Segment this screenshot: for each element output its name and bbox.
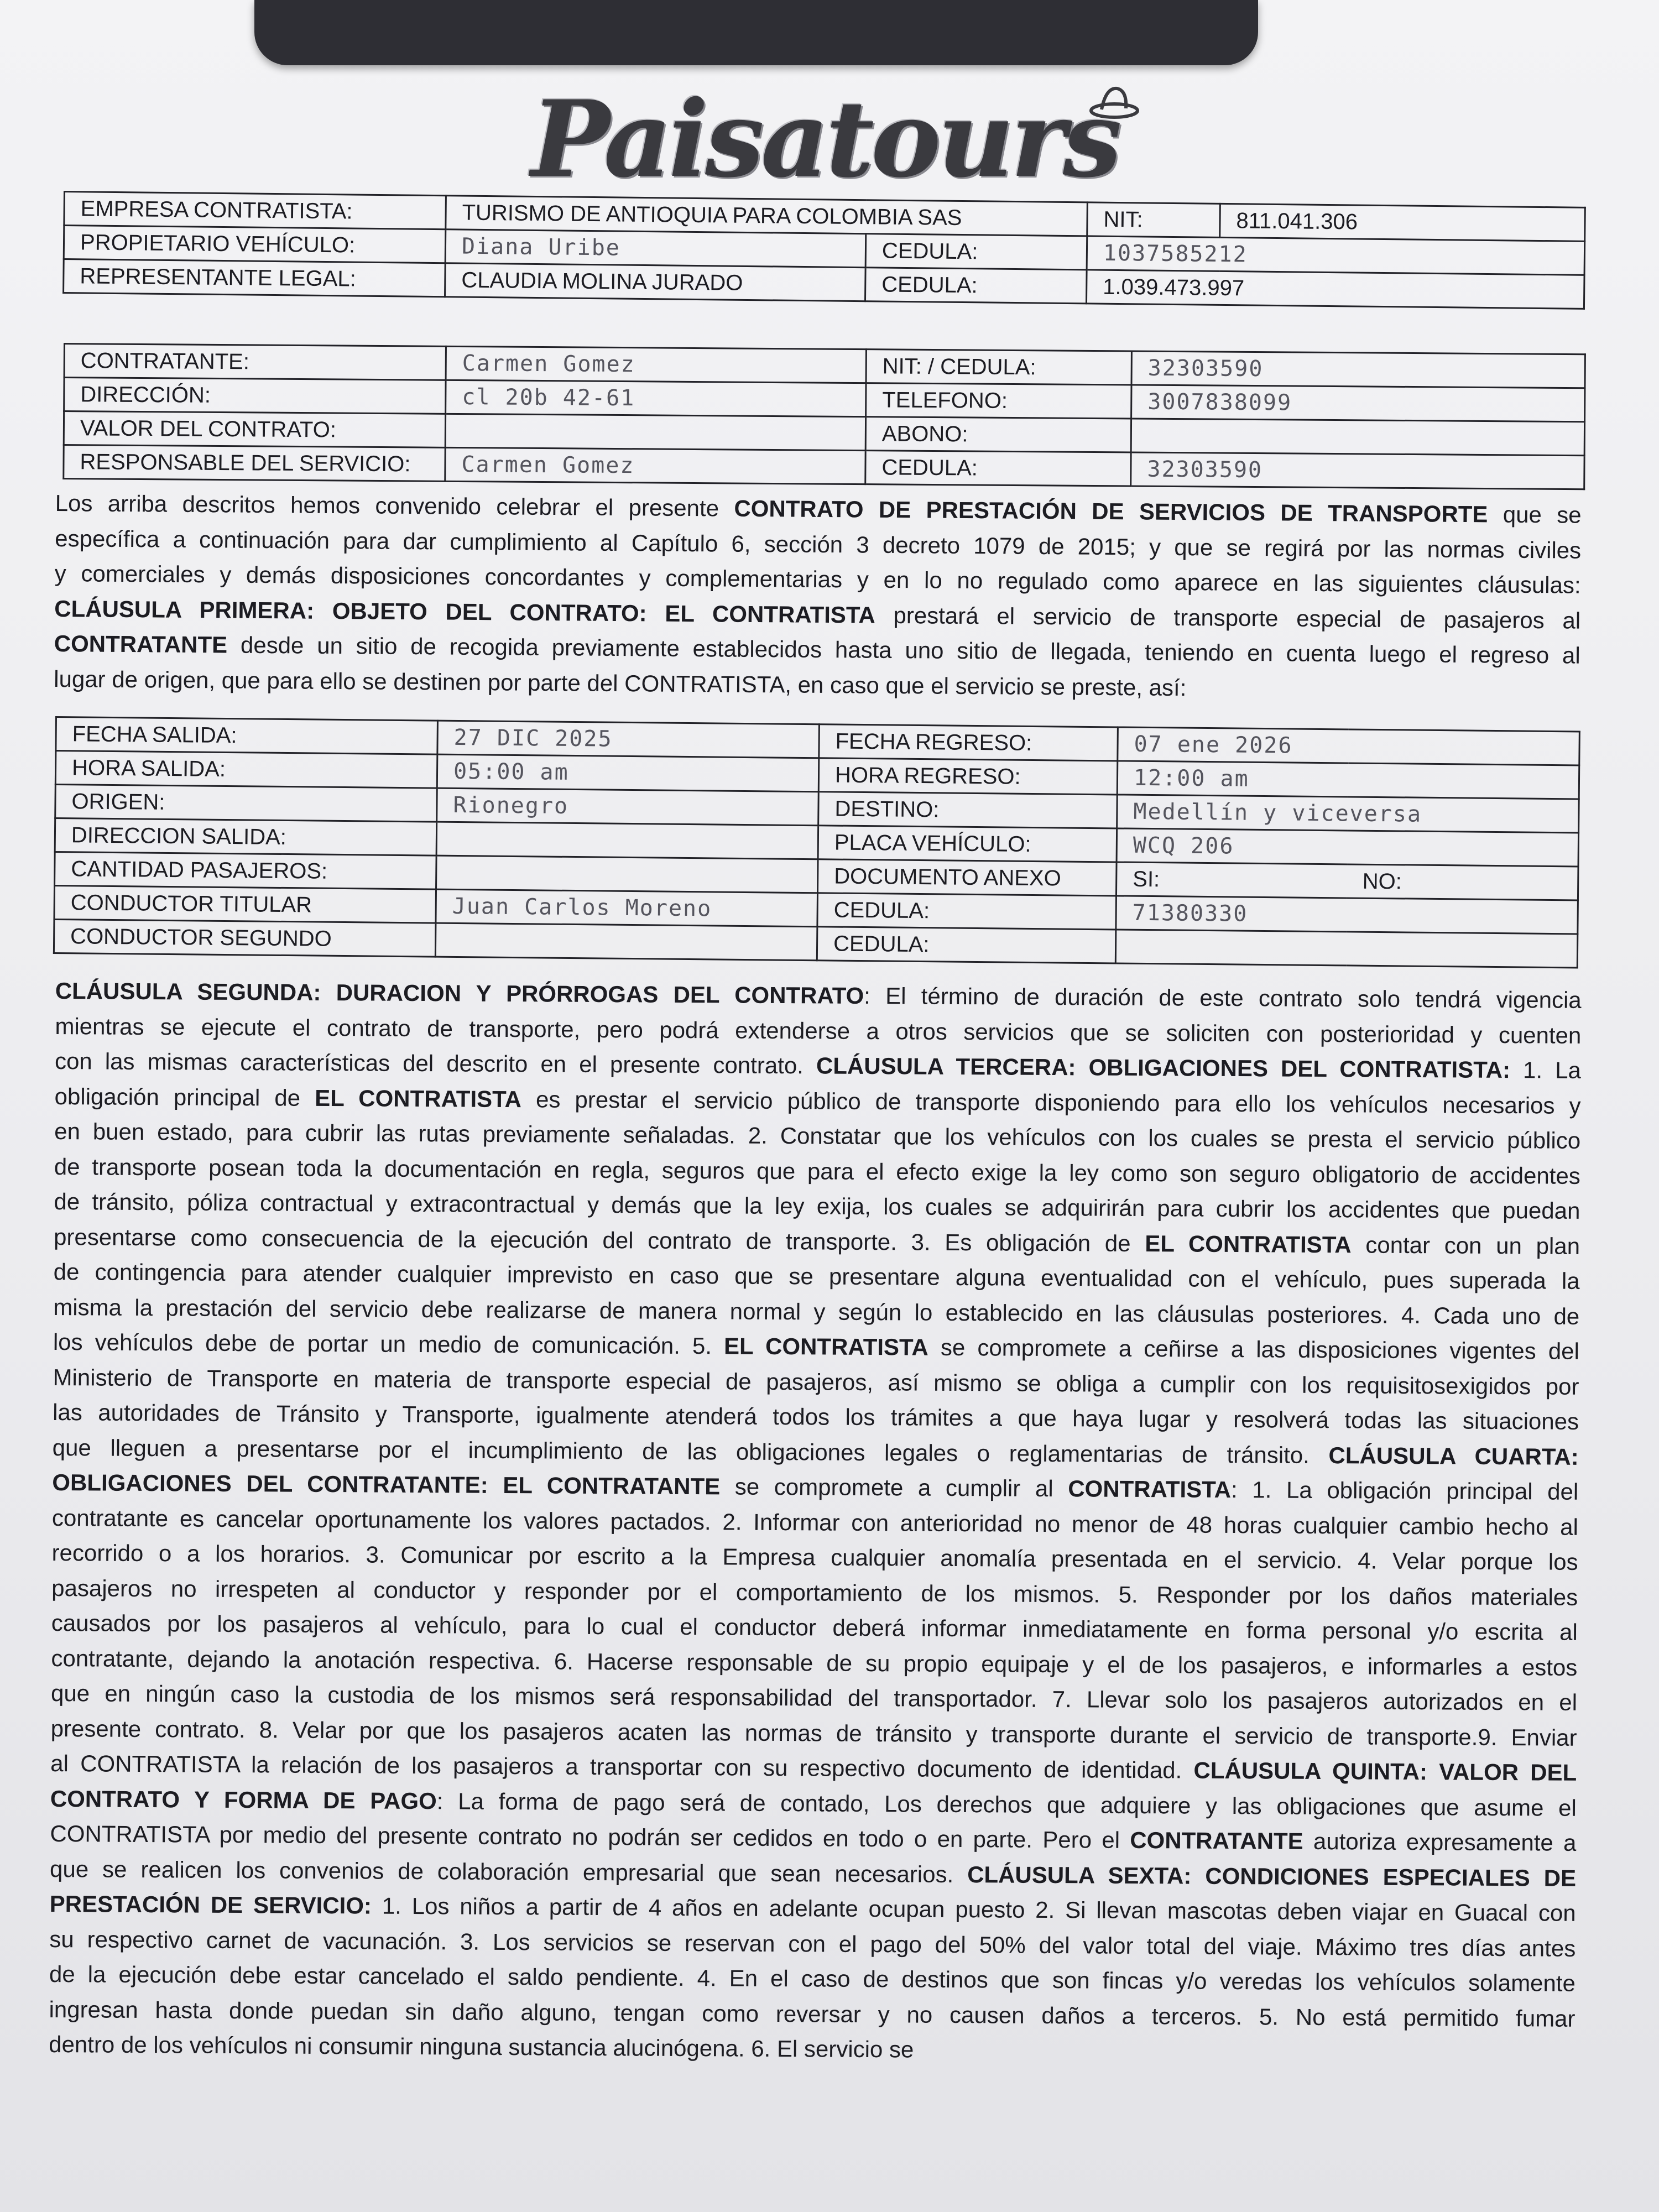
text-segment: dentro de los vehículos ni consumir ninguna sustancia alucinógena. 6. El servicio se: [49, 2031, 914, 2063]
bold-segment: EL CONTRATISTA: [723, 1333, 929, 1360]
text-segment: Ministerio de Transporte en materia de transporte especial de pasajeros, así mismo se obliga a cumplir con los requisitosexigidos por: [53, 1364, 1579, 1400]
text-segment: que se: [1488, 501, 1582, 528]
owner-label: PROPIETARIO VEHÍCULO:: [64, 226, 446, 263]
legal-rep-id-label: CEDULA:: [865, 268, 1087, 304]
client-id-label: NIT: / CEDULA:: [866, 349, 1131, 385]
text-segment: contratante es cancelar oportunamente los valores pactados. 2. Informar con anterioridad no menor de 48 horas cualquier cambio hecho al: [51, 1504, 1579, 1540]
departure-address-label: DIRECCION SALIDA:: [55, 818, 437, 856]
second-driver-id-label: CEDULA:: [817, 927, 1116, 963]
text-segment: Los arriba descritos hemos convenido celebrar el presente: [55, 489, 734, 521]
passenger-count-value: [436, 855, 818, 893]
text-segment: se compromete a cumplir al: [720, 1473, 1068, 1502]
main-driver-id-label: CEDULA:: [817, 893, 1117, 930]
text-segment: causados por los pasajeros al vehículo, para lo cual el conductor deberá informar inmediatamente en forma personal y/o escrita al: [51, 1609, 1578, 1645]
bold-segment: CONTRATO DE PRESTACIÓN DE SERVICIOS DE TRANSPORTE: [734, 495, 1488, 528]
bold-segment: CONTRATISTA: [1068, 1475, 1232, 1503]
text-segment: CONTRATISTA por medio del presente contrato no podrán ser cedidos en todo o en parte. Pero el: [50, 1820, 1130, 1853]
vehicle-plate-label: PLACA VEHÍCULO:: [818, 826, 1117, 862]
text-segment: obligación principal de: [54, 1083, 315, 1111]
bold-segment: CLÁUSULA QUINTA: VALOR DEL: [1193, 1757, 1577, 1786]
text-segment: que se realicen los convenios de colaboración empresarial que sean necesarios.: [49, 1855, 968, 1887]
bold-segment: EL CONTRATISTA: [1145, 1230, 1352, 1258]
sombrero-icon: [1084, 76, 1145, 126]
return-time-value: 12:00 am: [1117, 761, 1579, 799]
client-value: Carmen Gomez: [446, 346, 866, 383]
text-segment: es prestar el servicio público de transporte disponiendo para ello los vehículos necesarios y: [521, 1086, 1581, 1119]
text-segment: 1. Los niños a partir de 4 años en adelante ocupan puesto 2. Si llevan mascotas deben viajar en Guacal con: [371, 1892, 1576, 1926]
client-table: [62, 343, 1586, 490]
deposit-label: ABONO:: [865, 417, 1131, 452]
bold-segment: CLÁUSULA PRIMERA: OBJETO DEL CONTRATO: EL CONTRATISTA: [54, 595, 875, 628]
bold-segment: EL CONTRATISTA: [315, 1084, 522, 1112]
company-value: TURISMO DE ANTIOQUIA PARA COLOMBIA SAS: [446, 196, 1088, 236]
text-segment: específica a continuación para dar cumplimiento al Capítulo 6, sección 3 decreto 1079 de 2015; y que se regirá por las normas civiles: [55, 525, 1582, 564]
annex-no-label: NO:: [1347, 864, 1578, 900]
text-segment: en buen estado, para cubrir las rutas previamente señaladas. 2. Constatar que los vehículos con los cuales se presta el servicio público: [54, 1118, 1581, 1154]
destination-label: DESTINO:: [818, 792, 1118, 828]
legal-rep-label: REPRESENTANTE LEGAL:: [64, 259, 446, 297]
text-segment: los vehículos debe de portar un medio de comunicación. 5.: [53, 1328, 724, 1359]
main-driver-label: CONDUCTOR TITULAR: [54, 886, 436, 924]
return-date-value: 07 ene 2026: [1118, 727, 1580, 765]
return-date-label: FECHA REGRESO:: [819, 724, 1118, 761]
second-driver-value: [435, 923, 817, 961]
text-segment: que en ningún caso la custodia de los mismos será responsabilidad del transportador. 7. Llevar solo los pasajeros autorizados en el: [50, 1679, 1578, 1715]
passenger-count-label: CANTIDAD PASAJEROS:: [55, 852, 437, 890]
main-driver-value: Juan Carlos Moreno: [436, 889, 818, 927]
client-label: CONTRATANTE:: [64, 344, 446, 380]
nit-label: NIT:: [1087, 202, 1220, 238]
bold-segment: CLÁUSULA CUARTA:: [1328, 1442, 1579, 1470]
annex-document-label: DOCUMENTO ANEXO: [817, 859, 1117, 896]
address-label: DIRECCIÓN:: [64, 378, 446, 414]
origin-value: Rionegro: [437, 788, 819, 826]
text-segment: lugar de origen, que para ello se destinen por parte del CONTRATISTA, en caso que el servicio se preste, así:: [54, 665, 1187, 701]
responsible-id-value: 32303590: [1131, 452, 1584, 489]
text-segment: de contingencia para atender cualquier imprevisto en caso que se presentare alguna eventualidad con el vehículo, pues superada la: [53, 1258, 1580, 1294]
text-segment: desde un sitio de recogida previamente establecidos hasta uno sitio de llegada, teniendo en cuenta luego el regreso al: [227, 632, 1580, 669]
contract-value-label: VALOR DEL CONTRATO:: [64, 411, 445, 448]
text-segment: prestará el servicio de transporte especial de pasajeros al: [875, 602, 1581, 634]
second-driver-label: CONDUCTOR SEGUNDO: [54, 919, 436, 957]
departure-time-label: HORA SALIDA:: [55, 751, 437, 789]
owner-value: Diana Uribe: [445, 229, 866, 268]
text-segment: de la ejecución debe estar cancelado el saldo pendiente. 4. En el caso de destinos que son fincas y/o veredas los vehículos solamente: [49, 1960, 1576, 1996]
origin-label: ORIGEN:: [55, 785, 437, 822]
bold-segment: CLÁUSULA TERCERA: OBLIGACIONES DEL CONTRATISTA:: [816, 1052, 1511, 1083]
nit-value: 811.041.306: [1220, 204, 1585, 241]
text-segment: de transporte posean toda la documentación en regla, seguros que para el efecto exige la ley como son seguro obligatorio de accidentes: [54, 1153, 1580, 1189]
text-segment: mientras se ejecute el contrato de transporte, pero podrá extenderse a otros servicios que se soliciten con posterioridad y cuenten: [55, 1013, 1582, 1048]
departure-date-label: FECHA SALIDA:: [56, 717, 438, 755]
text-segment: 1. La: [1510, 1057, 1582, 1083]
text-segment: presente contrato. 8. Velar por que los pasajeros acaten las normas de tránsito y transporte durante el servicio de transporte.9. Enviar: [50, 1715, 1577, 1751]
logo-text: Paisatours: [531, 77, 1119, 201]
legal-rep-id-value: 1.039.473.997: [1086, 270, 1584, 309]
departure-time-value: 05:00 am: [437, 754, 819, 792]
text-segment: ingresan hasta donde puedan sin daño alguno, tengan como reversar y no causen daños a terceros. 5. No está permitido fumar: [49, 1996, 1575, 2032]
text-segment: y comerciales y demás disposiciones concordantes y complementarias y en lo no regulado como aparece en las siguientes cláusulas:: [54, 560, 1581, 598]
company-table: [62, 191, 1586, 310]
text-segment: : El término de duración de este contrato solo tendrá vigencia: [864, 982, 1582, 1013]
bold-segment: OBLIGACIONES DEL CONTRATANTE: EL CONTRATANTE: [52, 1469, 721, 1500]
deposit-value: [1131, 419, 1584, 456]
text-segment: que lleguen a presentarse por el incumplimiento de las obligaciones legales o reglamentarias de tránsito.: [52, 1434, 1329, 1468]
text-segment: con las mismas características del descrito en el presente contrato.: [54, 1047, 817, 1079]
second-driver-id-value: [1115, 930, 1578, 968]
text-segment: : La forma de pago será de contado, Los derechos que adquiere y las obligaciones que asume el: [436, 1787, 1577, 1821]
owner-id-value: 1037585212: [1087, 236, 1585, 275]
intro-paragraph: [54, 486, 1582, 708]
text-segment: las autoridades de Tránsito y Transporte, igualmente atenderá todos los trámites a que haya lugar y resolverá todas las situaciones: [53, 1399, 1579, 1434]
return-time-label: HORA REGRESO:: [818, 758, 1118, 795]
text-segment: presentarse como consecuencia de la ejecución del contrato de transporte. 3. Es obligación de: [53, 1223, 1145, 1256]
bold-segment: PRESTACIÓN DE SERVICIO:: [49, 1890, 372, 1919]
text-segment: : 1. La obligación principal del: [1230, 1477, 1579, 1505]
bold-segment: CLÁUSULA SEXTA: CONDICIONES ESPECIALES DE: [967, 1861, 1577, 1891]
bold-segment: CONTRATO Y FORMA DE PAGO: [50, 1785, 437, 1814]
clipboard-clip: [254, 0, 1258, 65]
company-label: EMPRESA CONTRATISTA:: [64, 192, 446, 229]
text-segment: al CONTRATISTA la relación de los pasajeros a transportar con su respectivo documento de identidad.: [50, 1750, 1194, 1783]
legal-rep-value: CLAUDIA MOLINA JURADO: [445, 263, 866, 301]
phone-value: 3007838099: [1131, 385, 1585, 422]
bold-segment: CONTRATANTE: [1130, 1827, 1303, 1854]
destination-value: Medellín y viceversa: [1117, 795, 1579, 833]
text-segment: misma la prestación del servicio debe realizarse de manera normal y según lo establecido en las cláusulas posteriores. 4. Cada uno de: [53, 1293, 1580, 1329]
phone-label: TELEFONO:: [866, 383, 1131, 419]
departure-address-value: [436, 822, 818, 859]
client-id-value: 32303590: [1131, 351, 1585, 388]
vehicle-plate-value: WCQ 206: [1117, 828, 1579, 867]
text-segment: contar con un plan: [1351, 1231, 1580, 1259]
address-value: cl 20b 42-61: [446, 380, 866, 416]
text-segment: pasajeros no irrespeten al conductor y responder por el comportamiento de los mismos. 5. Responder por los daños materiales: [51, 1574, 1578, 1610]
bold-segment: CLÁUSULA SEGUNDA: DURACION Y PRÓRROGAS DEL CONTRATO: [55, 977, 864, 1009]
bold-segment: CONTRATANTE: [54, 630, 228, 658]
responsible-label: RESPONSABLE DEL SERVICIO:: [64, 445, 445, 482]
responsible-value: Carmen Gomez: [445, 447, 865, 484]
responsible-id-label: CEDULA:: [865, 451, 1131, 486]
text-segment: contratante, dejando la anotación respectiva. 6. Hacerse responsable de su propio equipaje y el de los pasajeros, e informarles a estos: [51, 1645, 1578, 1681]
owner-id-label: CEDULA:: [865, 234, 1087, 270]
departure-date-value: 27 DIC 2025: [437, 721, 820, 758]
text-segment: se compromete a ceñirse a las disposiciones vigentes del: [928, 1334, 1580, 1364]
text-segment: autoriza expresamente a: [1303, 1828, 1577, 1856]
text-segment: recorrido o a los horarios. 3. Comunicar por escrito a la Empresa cualquier anomalía presentada en el servicio. 4. Velar porque los: [51, 1539, 1578, 1575]
text-segment: de tránsito, póliza contractual y extracontractual y demás que la ley exija, los cuales se adquirirán para cubrir los accidentes que puedan: [54, 1188, 1580, 1224]
company-logo: [531, 66, 1145, 205]
annex-yes-label: SI:: [1116, 862, 1347, 898]
clauses-paragraph: [49, 973, 1582, 2071]
main-driver-id-value: 71380330: [1116, 896, 1578, 934]
contract-value: [445, 414, 865, 450]
service-table: [53, 716, 1580, 968]
text-segment: su respectivo carnet de vacunación. 3. Los servicios se reservan con el pago del 50% del valor total del viaje. Máximo tres días antes: [49, 1926, 1576, 1961]
